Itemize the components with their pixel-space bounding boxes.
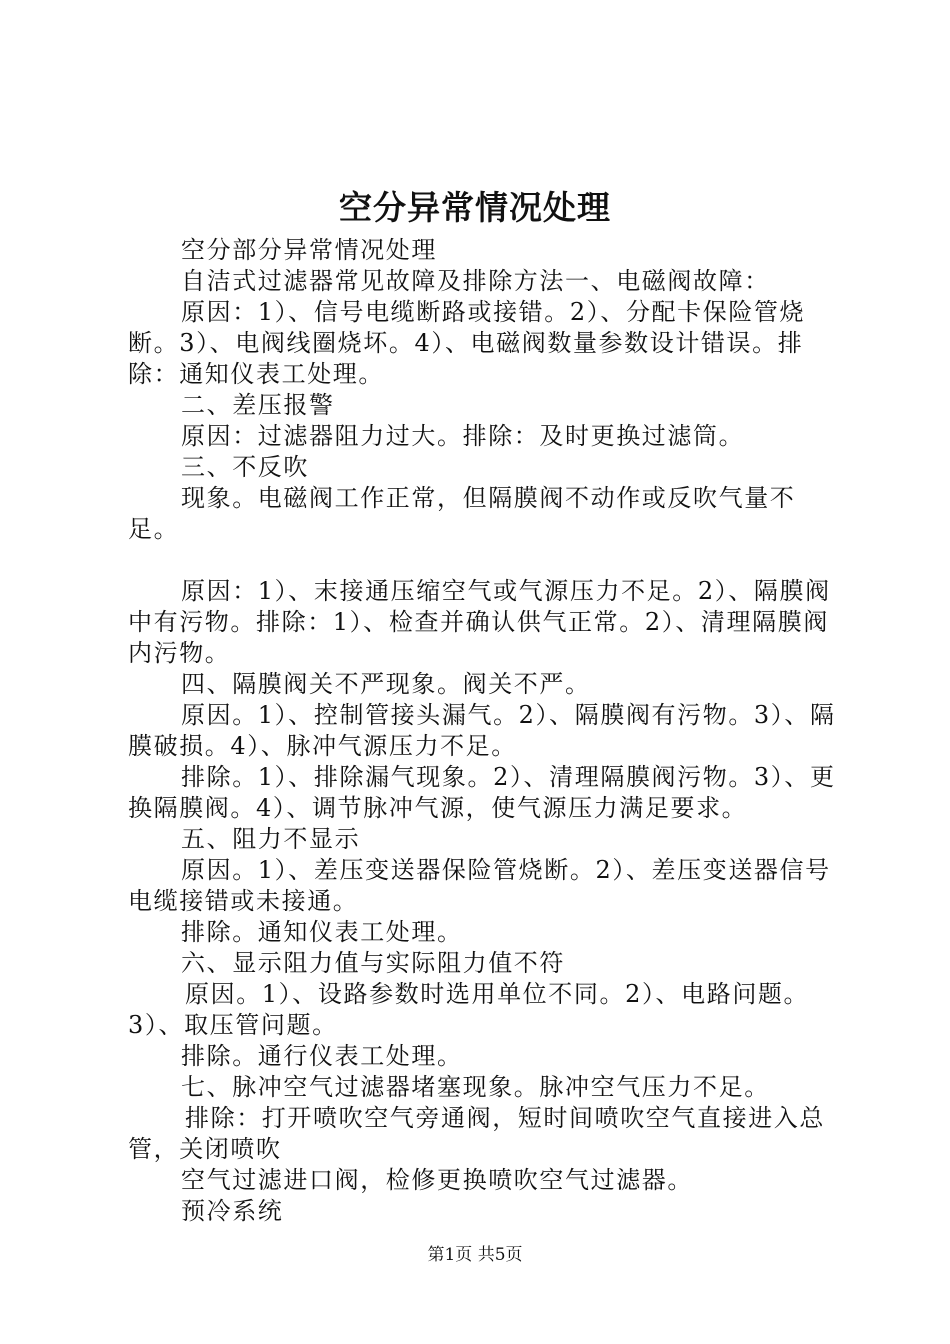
paragraph: 原因：1）、末接通压缩空气或气源压力不足。2）、隔膜阀中有污物。排除：1）、检查并确认供气正常。2）、清理隔膜阀内污物。 [128, 577, 831, 667]
document-title: 空分异常情况处理 [339, 188, 611, 227]
section-heading: 三、不反吹 [181, 453, 309, 481]
paragraph: 空分部分异常情况处理 [181, 236, 437, 264]
section-heading: 六、显示阻力值与实际阻力值不符 [181, 949, 565, 977]
paragraph: 自洁式过滤器常见故障及排除方法一、电磁阀故障： [181, 267, 770, 295]
paragraph: 原因：1）、信号电缆断路或接错。2）、分配卡保险管烧断。3）、电阀线圈烧坏。4）、电磁阀数量参数设计错误。排除：通知仪表工处理。 [128, 298, 806, 388]
page-number-footer: 第1页 共5页 [427, 1245, 523, 1265]
section-heading: 四、隔膜阀关不严现象。阀关不严。 [181, 670, 591, 698]
paragraph: 现象。电磁阀工作正常，但隔膜阀不动作或反吹气量不足。 [128, 484, 796, 543]
section-heading: 预冷系统 [181, 1197, 284, 1225]
paragraph: 原因。1）、设路参数时选用单位不同。2）、电路问题。3）、取压管问题。 [128, 980, 810, 1039]
paragraph: 排除。1）、排除漏气现象。2）、清理隔膜阀污物。3）、更换隔膜阀。4）、调节脉冲气源，使气源压力满足要求。 [128, 763, 836, 822]
document-body [128, 235, 844, 1227]
paragraph: 原因。1）、差压变送器保险管烧断。2）、差压变送器信号电缆接错或未接通。 [128, 856, 831, 915]
section-heading: 二、差压报警 [181, 391, 335, 419]
paragraph: 排除。通行仪表工处理。 [181, 1042, 463, 1070]
section-heading: 五、阻力不显示 [181, 825, 361, 853]
section-heading: 七、脉冲空气过滤器堵塞现象。脉冲空气压力不足。 [181, 1073, 770, 1101]
paragraph: 排除。通知仪表工处理。 [181, 918, 463, 946]
paragraph: 排除：打开喷吹空气旁通阀，短时间喷吹空气直接进入总管，关闭喷吹 [128, 1104, 825, 1163]
paragraph: 原因。1）、控制管接头漏气。2）、隔膜阀有污物。3）、隔膜破损。4）、脉冲气源压力不足。 [128, 701, 836, 760]
paragraph: 空气过滤进口阀，检修更换喷吹空气过滤器。 [181, 1166, 693, 1194]
paragraph: 原因：过滤器阻力过大。排除：及时更换过滤筒。 [181, 422, 745, 450]
